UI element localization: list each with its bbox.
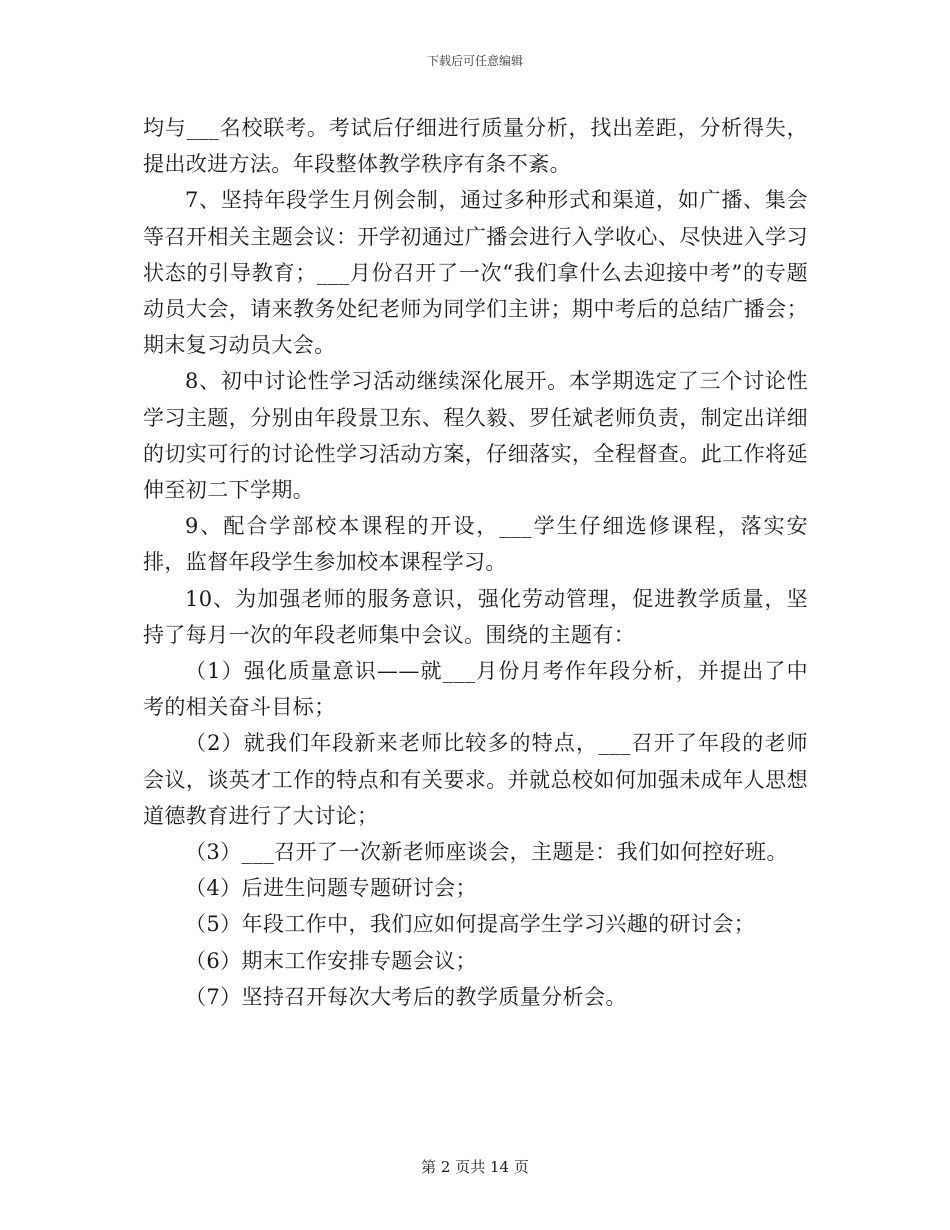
paragraph-continuation: 均与___名校联考。考试后仔细进行质量分析，找出差距，分析得失，提出改进方法。年段整体教学秩序有条不紊。: [143, 116, 808, 177]
sub-item-6: （6）期末工作安排专题会议；: [185, 948, 477, 973]
document-body: [143, 110, 808, 1015]
page-header: 下载后可任意编辑: [426, 54, 523, 68]
paragraph-item-10: 10、为加强老师的服务意识，强化劳动管理，促进教学质量，坚持了每月一次的年段老师集中会议。围绕的主题有：: [143, 586, 808, 647]
paragraph-item-8: 8、初中讨论性学习活动继续深化展开。本学期选定了三个讨论性学习主题，分别由年段景卫东、程久毅、罗任斌老师负责，制定出详细的切实可行的讨论性学习活动方案，仔细落实，全程督查。此工作将延伸至初二下学期。: [143, 369, 808, 503]
paragraph-item-7: 7、坚持年段学生月例会制，通过多种形式和渠道，如广播、集会等召开相关主题会议：开学初通过广播会进行入学收心、尽快进入学习状态的引导教育；___月份召开了一次“我们拿什么去迎接中考”的专题动员大会，请来教务处纪老师为同学们主讲；期中考后的总结广播会；期末复习动员大会。: [143, 188, 808, 358]
sub-item-2: （2）就我们年段新来老师比较多的特点，___召开了年段的老师会议，谈英才工作的特点和有关要求。并就总校如何加强未成年人思想道德教育进行了大讨论；: [143, 731, 808, 828]
sub-item-3: （3）___召开了一次新老师座谈会，主题是：我们如何控好班。: [185, 840, 788, 865]
sub-item-1: （1）强化质量意识——就___月份月考作年段分析，并提出了中考的相关奋斗目标；: [143, 659, 808, 720]
paragraph-item-9: 9、配合学部校本课程的开设，___学生仔细选修课程，落实安排，监督年段学生参加校本课程学习。: [143, 514, 808, 575]
sub-item-7: （7）坚持召开每次大考后的教学质量分析会。: [185, 984, 627, 1009]
sub-item-5: （5）年段工作中，我们应如何提高学生学习兴趣的研讨会；: [185, 912, 756, 937]
sub-item-4: （4）后进生问题专题研讨会；: [185, 876, 477, 901]
page-number-footer: 第 2 页共 14 页: [421, 1158, 529, 1176]
